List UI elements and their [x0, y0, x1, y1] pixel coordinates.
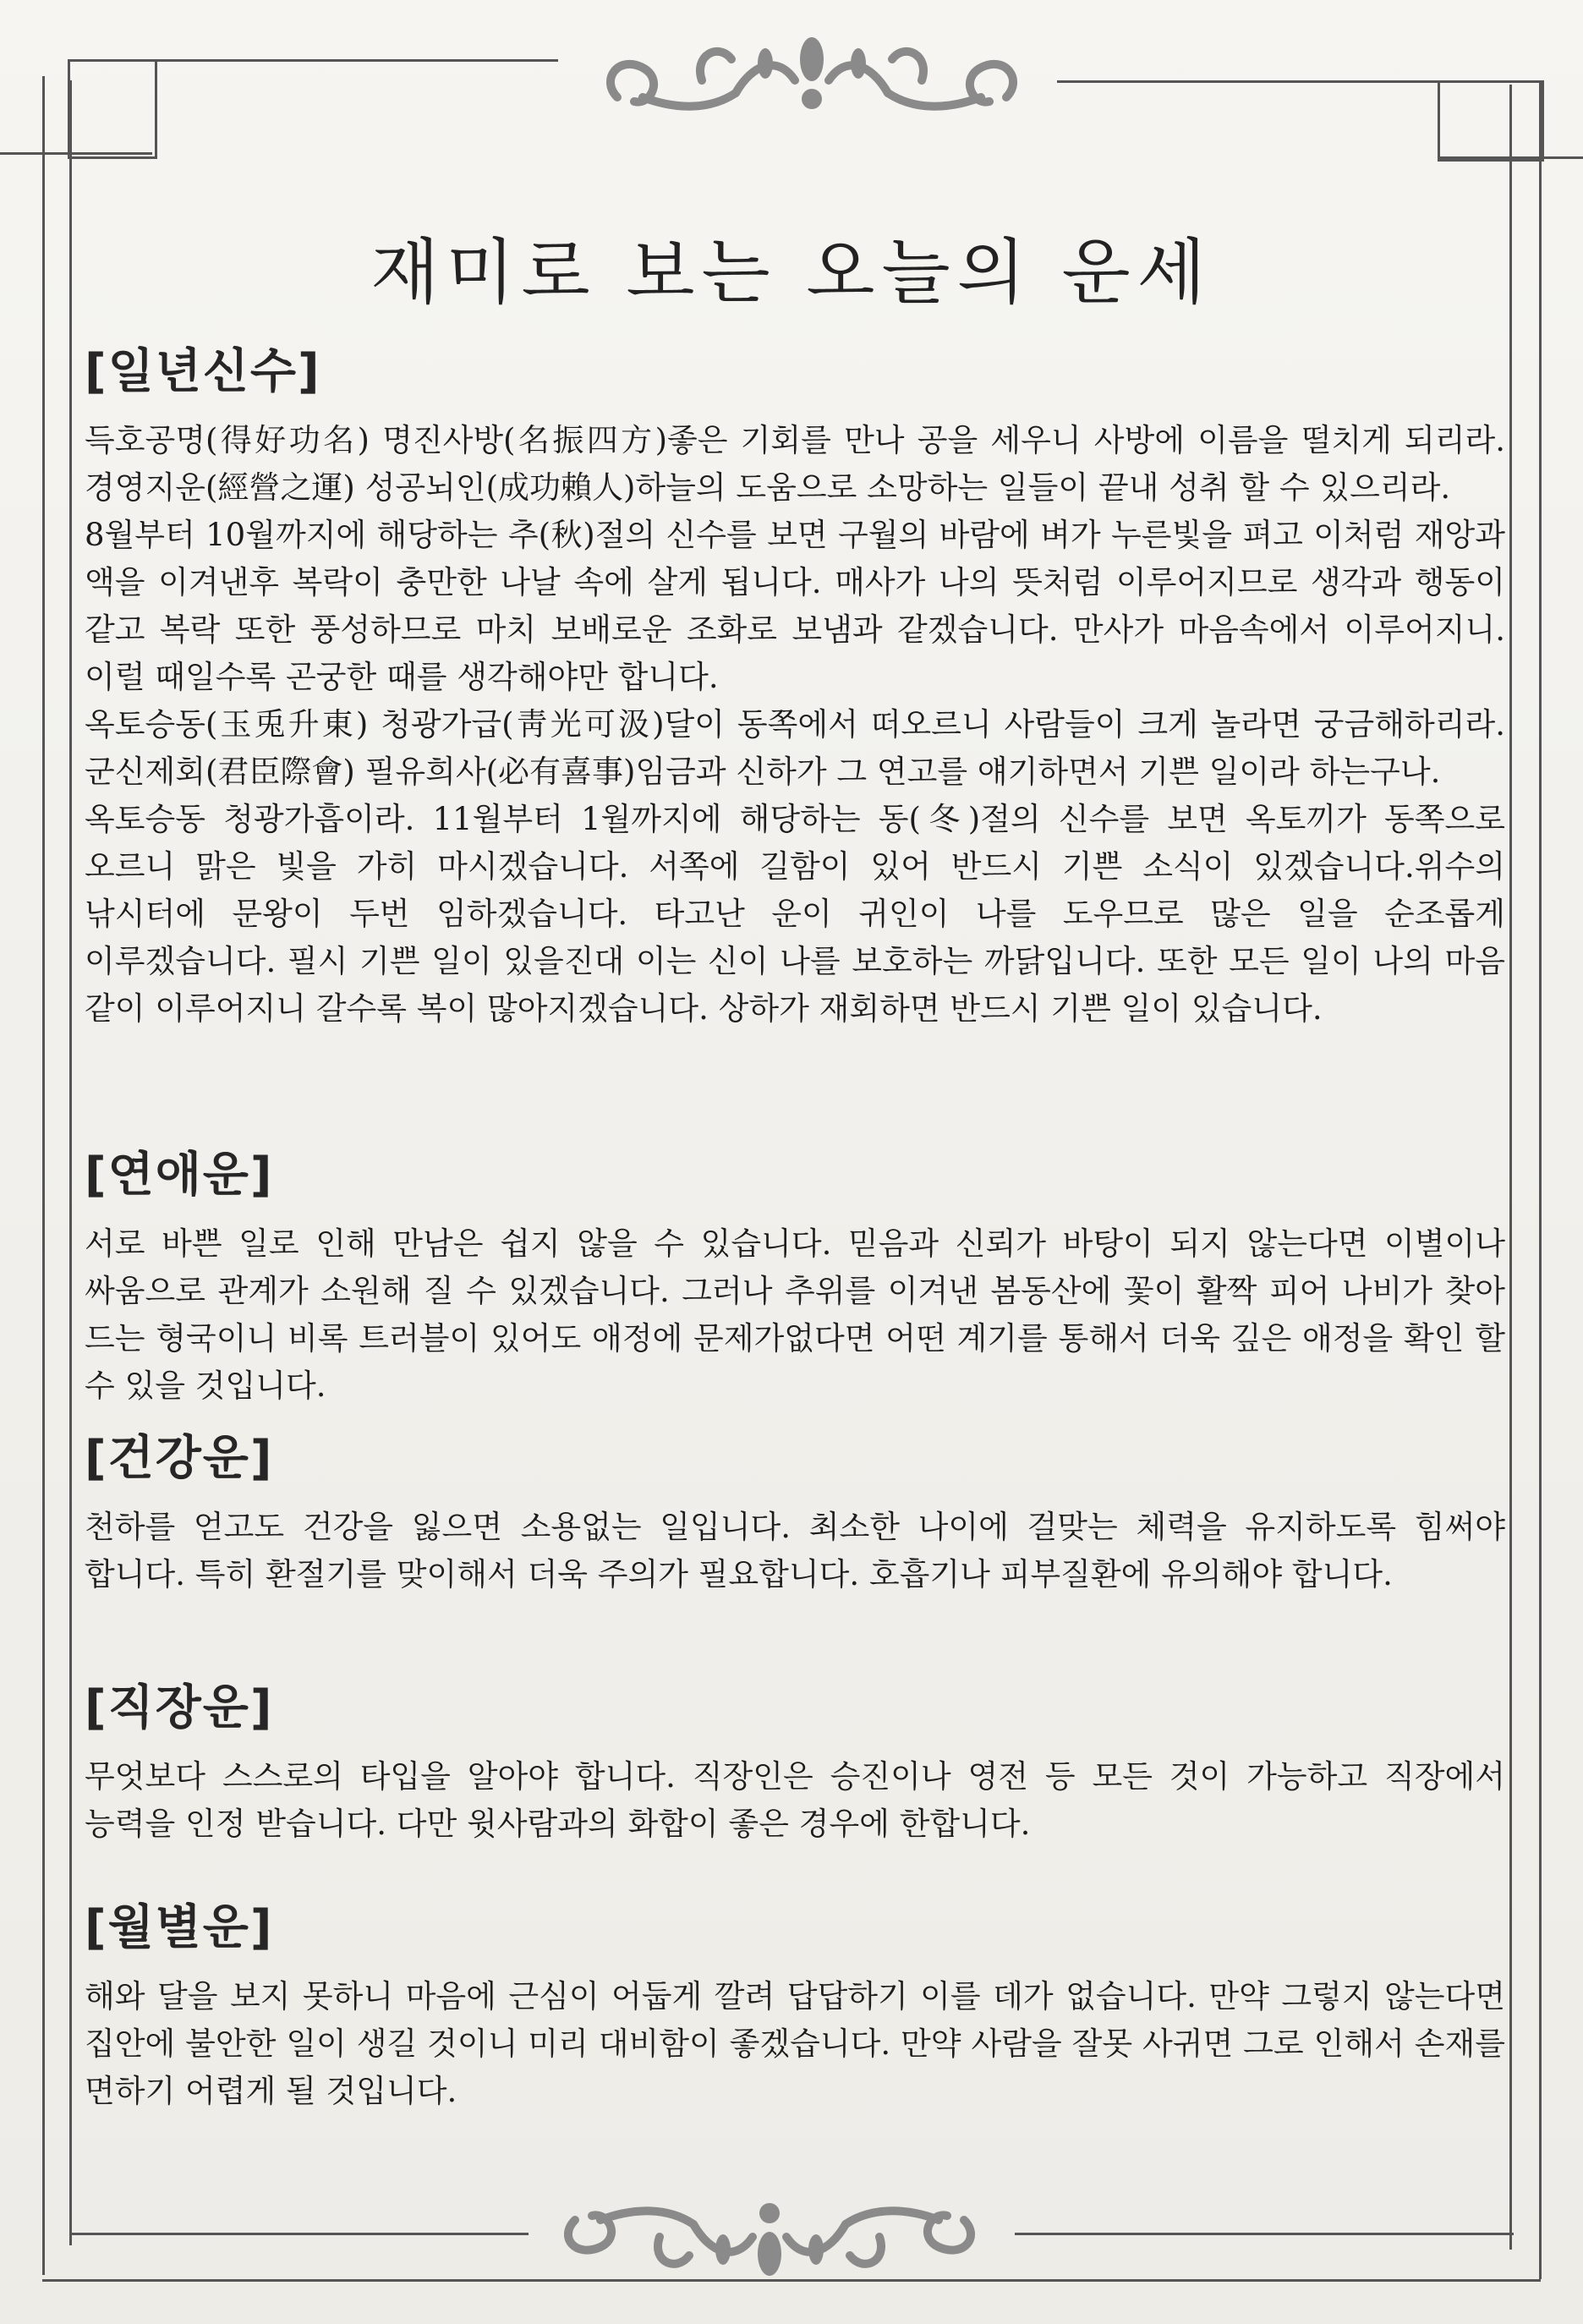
- frame-top-line-right: [1057, 80, 1438, 83]
- section-monthly-fortune: [85, 1890, 1505, 2115]
- frame-right-inner-line: [1509, 85, 1512, 2250]
- frame-bottom-edge: [42, 2279, 1541, 2282]
- bottom-ornament-icon: [541, 2178, 998, 2279]
- section-heading: [일년신수]: [85, 344, 321, 399]
- paragraph: 득호공명(得好功名) 명진사방(名振四方)좋은 기회를 만나 공을 세우니 사방에 이름을 떨치게 되리라. 경영지운(經營之運) 성공뇌인(成功賴人)하늘의 도움으로 소망하는 일들이 끝내 성취 할 수 있으리라.: [85, 422, 1505, 506]
- corner-box-top-right: [1438, 80, 1544, 162]
- frame-left-line: [42, 76, 45, 2275]
- top-ornament-icon: [583, 30, 1040, 131]
- paragraph: 해와 달을 보지 못하니 마음에 근심이 어둡게 깔려 답답하기 이를 데가 없습니다. 만약 그렇지 않는다면 집안에 불안한 일이 생길 것이니 미리 대비함이 좋겠습니다. 만약 사람을 잘못 사귀면 그로 인해서 손재를 면하기 어렵게 될 것입니다.: [85, 1978, 1505, 2109]
- page-title: 재미로 보는 오늘의 운세: [370, 231, 1213, 314]
- frame-bottom-line-right: [1015, 2233, 1514, 2235]
- section-heading: [직장운]: [85, 1680, 274, 1735]
- section-yearly-fortune: [85, 334, 1505, 1033]
- paragraph: 서로 바쁜 일로 인해 만남은 쉽지 않을 수 있습니다. 믿음과 신뢰가 바탕이 되지 않는다면 이별이나 싸움으로 관계가 소원해 질 수 있겠습니다. 그러나 추위를 이겨낸 봄동산에 꽃이 활짝 피어 나비가 찾아 드는 형국이니 비록 트러블이 있어도 애정에 문제가없다면 어떤 계기를 통해서 더욱 깊은 애정을 확인 할 수 있을 것입니다.: [85, 1225, 1505, 1404]
- paragraph: 옥토승동 청광가흡이라. 11월부터 1월까지에 해당하는 동(冬)절의 신수를 보면 옥토끼가 동쪽으로 오르니 맑은 빛을 가히 마시겠습니다. 서쪽에 길함이 있어 반드시 기쁜 소식이 있겠습니다.위수의 낚시터에 문왕이 두번 임하겠습니다. 타고난 운이 귀인이 나를 도우므로 많은 일을 순조롭게 이루겠습니다. 필시 기쁜 일이 있을진대 이는 신이 나를 보호하는 까닭입니다. 또한 모든 일이 나의 마음 같이 이루어지니 갈수록 복이 많아지겠습니다. 상하가 재회하면 반드시 기쁜 일이 있습니다.: [85, 801, 1505, 1027]
- frame-top-line-left: [152, 59, 558, 62]
- frame-right-line: [1539, 80, 1542, 2279]
- section-work-fortune: [85, 1670, 1505, 1848]
- frame-bottom-line-left: [72, 2233, 529, 2235]
- section-heading: [건강운]: [85, 1431, 274, 1486]
- paragraph: 천하를 얻고도 건강을 잃으면 소용없는 일입니다. 최소한 나이에 걸맞는 체력을 유지하도록 힘써야 합니다. 특히 환절기를 맞이해서 더욱 주의가 필요합니다. 호흡기나 피부질환에 유의해야 합니다.: [85, 1509, 1505, 1592]
- section-love-fortune: [85, 1137, 1505, 1410]
- corner-box-top-left: [68, 59, 157, 159]
- paragraph: 무엇보다 스스로의 타입을 알아야 합니다. 직장인은 승진이나 영전 등 모든 것이 가능하고 직장에서 능력을 인정 받습니다. 다만 윗사람과의 화합이 좋은 경우에 한합니다.: [85, 1758, 1505, 1842]
- section-heading: [연애운]: [85, 1148, 274, 1203]
- paragraph: 8월부터 10월까지에 해당하는 추(秋)절의 신수를 보면 구월의 바람에 벼가 누른빛을 펴고 이처럼 재앙과 액을 이겨낸후 복락이 충만한 나날 속에 살게 됩니다. 매사가 나의 뜻처럼 이루어지므로 생각과 행동이 같고 복락 또한 풍성하므로 마치 보배로운 조화로 보냄과 같겠습니다. 만사가 마음속에서 이루어지니. 이럴 때일수록 곤궁한 때를 생각해야만 합니다.: [85, 517, 1505, 695]
- section-health-fortune: [85, 1421, 1505, 1598]
- paragraph: 옥토승동(玉兎升東) 청광가급(靑光可汲)달이 동쪽에서 떠오르니 사람들이 크게 놀라면 궁금해하리라. 군신제회(君臣際會) 필유희사(必有喜事)임금과 신하가 그 연고를 얘기하면서 기쁜 일이라 하는구나.: [85, 706, 1505, 790]
- section-heading: [월별운]: [85, 1900, 274, 1955]
- frame-left-inner-line: [69, 80, 72, 2245]
